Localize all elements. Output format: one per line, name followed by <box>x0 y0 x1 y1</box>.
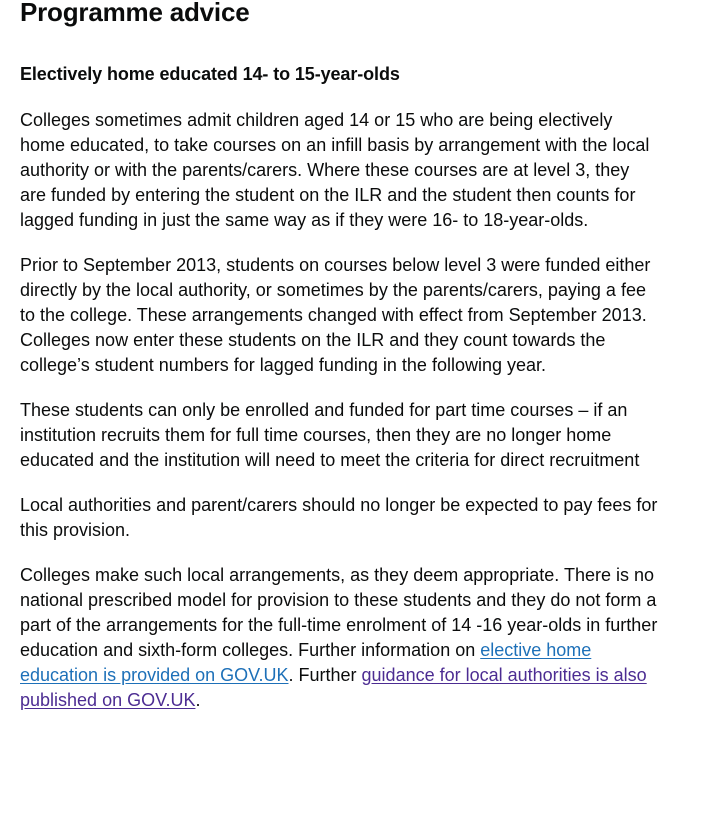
paragraph-infill-courses: Colleges sometimes admit children aged 14 or 15 who are being electively home educated, to take courses on an infill basis by arrangement with the local authority or with the parents/carers. Where these courses are at level 3, they are funded by entering the student on the ILR and the student then counts for lagged funding in just the same way as if they were 16- to 18-year-olds. <box>20 110 650 230</box>
paragraph-local-arrangements <box>20 563 660 713</box>
content-column <box>20 0 660 713</box>
paragraph-fees: Local authorities and parent/carers should no longer be expected to pay fees for this provision. <box>20 495 658 540</box>
paragraph-prior-to-2013: Prior to September 2013, students on courses below level 3 were funded either directly by the local authority, or sometimes by the parents/carers, paying a fee to the college. These arrangements changed with effect from September 2013. Colleges now enter these students on the ILR and they count towards the college’s student numbers for lagged funding in the following year. <box>20 255 651 375</box>
paragraph-text-middle: . Further <box>288 665 362 685</box>
section-heading: Electively home educated 14- to 15-year-olds <box>20 64 400 84</box>
local-authorities-guidance-link[interactable]: guidance for local authorities is also published on GOV.UK <box>20 665 647 710</box>
paragraph-part-time-only: These students can only be enrolled and funded for part time courses – if an institution recruits them for full time courses, then they are no longer home educated and the institution will need to meet the criteria for direct recruitment <box>20 400 640 470</box>
elective-home-education-link[interactable]: elective home education is provided on GOV.UK <box>20 640 592 685</box>
paragraph-text-before: Colleges make such local arrangements, as they deem appropriate. There is no national prescribed model for provision to these students and they do not form a part of the arrangements for the full-time enrolment of 14 -16 year-olds in further education and sixth-form colleges. Further information on <box>20 565 658 660</box>
page-title: Programme advice <box>20 0 250 27</box>
paragraph-text-after: . <box>195 690 201 710</box>
